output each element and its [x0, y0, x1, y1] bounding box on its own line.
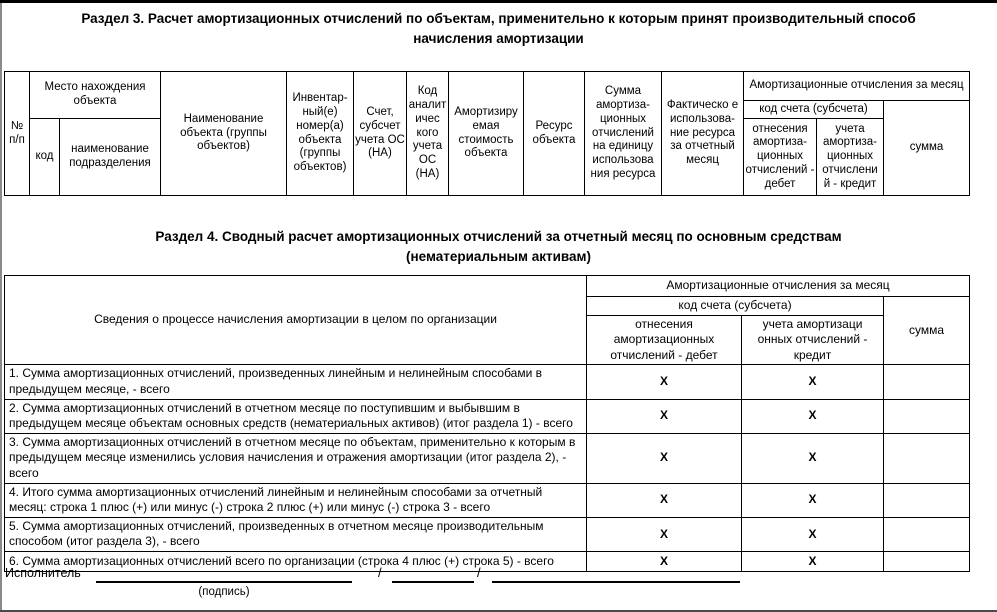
credit-value: X	[742, 399, 884, 433]
row-label: 3. Сумма амортизационных отчислений в отчетном месяце по объектам, применительно к которым в предыдущем месяце изменились условия начисления и отражения амортизации (итог раздела 2), - всего	[5, 433, 587, 483]
table-row-total	[5, 551, 970, 571]
signature-line	[96, 581, 352, 583]
row-label: 1. Сумма амортизационных отчислений, произведенных линейным и нелинейным способами в предыдущем месяце, - всего	[5, 365, 587, 399]
sum-value	[884, 517, 970, 551]
s4-col-monthly-group: Амортизационные отчисления за месяц	[587, 276, 970, 297]
s3-col-sum: сумма	[884, 101, 970, 196]
sum-value	[884, 433, 970, 483]
s4-col-sum: сумма	[884, 297, 970, 365]
s3-col-location-name: наименование подразделения	[60, 119, 161, 196]
credit-value: X	[742, 551, 884, 571]
table-row	[5, 517, 970, 551]
s3-col-resource: Ресурс объекта	[524, 72, 585, 196]
name-line	[492, 581, 740, 583]
section4-table	[4, 275, 970, 572]
row-label: 2. Сумма амортизационных отчислений в отчетном месяце по поступившим и выбывшим в предыдущем месяце объектам основных средств (нематериальных активов) (итог раздела 1) - всего	[5, 399, 587, 433]
s3-col-actual-usage: Фактическо е использова-ние ресурса за отчетный месяц	[662, 72, 744, 196]
s3-col-monthly-group: Амортизационные отчисления за месяц	[744, 72, 970, 101]
sum-value	[884, 551, 970, 571]
s3-col-num: № п/п	[5, 72, 30, 196]
signature-caption: (подпись)	[198, 586, 250, 598]
credit-value: X	[742, 483, 884, 517]
slash-separator: /	[477, 565, 481, 580]
row-label: 5. Сумма амортизационных отчислений, произведенных в отчетном месяце производительным способом (итог раздела 3), - всего	[5, 517, 587, 551]
table-row	[5, 433, 970, 483]
debit-value: X	[587, 433, 742, 483]
executor-label: Исполнитель	[5, 566, 81, 580]
s3-col-amortized-cost: Амортизиру емая стоимость объекта	[449, 72, 524, 196]
s3-col-analytic-code: Код аналитичес кого учета ОС (НА)	[407, 72, 449, 196]
s3-col-credit: учета амортиза-ционных отчислени й - кредит	[817, 119, 884, 196]
s3-col-location-code: код	[30, 119, 60, 196]
s4-col-info: Сведения о процессе начисления амортизации в целом по организации	[5, 276, 587, 365]
sum-value	[884, 399, 970, 433]
s3-col-sum-per-unit: Сумма амортиза-ционных отчислений на единицу использова ния ресурса	[585, 72, 662, 196]
debit-value: X	[587, 399, 742, 433]
s3-col-location-group: Место нахождения объекта	[30, 72, 161, 119]
s3-col-debit: отнесения амортиза-ционных отчислений - дебет	[744, 119, 817, 196]
section3-table	[4, 71, 970, 196]
sum-value	[884, 365, 970, 399]
debit-value: X	[587, 365, 742, 399]
s3-col-account-code-group: код счета (субсчета)	[744, 101, 884, 119]
s4-col-credit: учета амортизаци онных отчислений - кредит	[742, 315, 884, 365]
debit-value: X	[587, 483, 742, 517]
credit-value: X	[742, 517, 884, 551]
section4-title: Раздел 4. Сводный расчет амортизационных отчислений за отчетный месяц по основным средствам (нематериальным активам)	[155, 229, 842, 265]
initials-line	[392, 581, 474, 583]
section3-title: Раздел 3. Расчет амортизационных отчислений по объектам, применительно к которым принят производительный способ начисления амортизации	[81, 11, 916, 47]
slash-separator: /	[378, 565, 382, 580]
s3-col-object-name: Наименование объекта (группы объектов)	[161, 72, 287, 196]
s4-col-account-code-group: код счета (субсчета)	[587, 297, 884, 316]
table-row	[5, 399, 970, 433]
debit-value: X	[587, 551, 742, 571]
table-row	[5, 365, 970, 399]
credit-value: X	[742, 365, 884, 399]
debit-value: X	[587, 517, 742, 551]
table-row	[5, 483, 970, 517]
sum-value	[884, 483, 970, 517]
credit-value: X	[742, 433, 884, 483]
s3-col-account: Счет, субсчет учета ОС (НА)	[354, 72, 407, 196]
s4-col-debit: отнесения амортизационных отчислений - дебет	[587, 315, 742, 365]
s3-col-inventory-number: Инвентар-ный(е) номер(а) объекта (группы объектов)	[287, 72, 354, 196]
row-label: 6. Сумма амортизационных отчислений всего по организации (строка 4 плюс (+) строка 5) - всего	[5, 551, 587, 571]
row-label: 4. Итого сумма амортизационных отчислений линейным и нелинейным способами за отчетный месяц: строка 1 плюс (+) или минус (-) строка 2 плюс (+) или минус (-) строка 3 - всего	[5, 483, 587, 517]
